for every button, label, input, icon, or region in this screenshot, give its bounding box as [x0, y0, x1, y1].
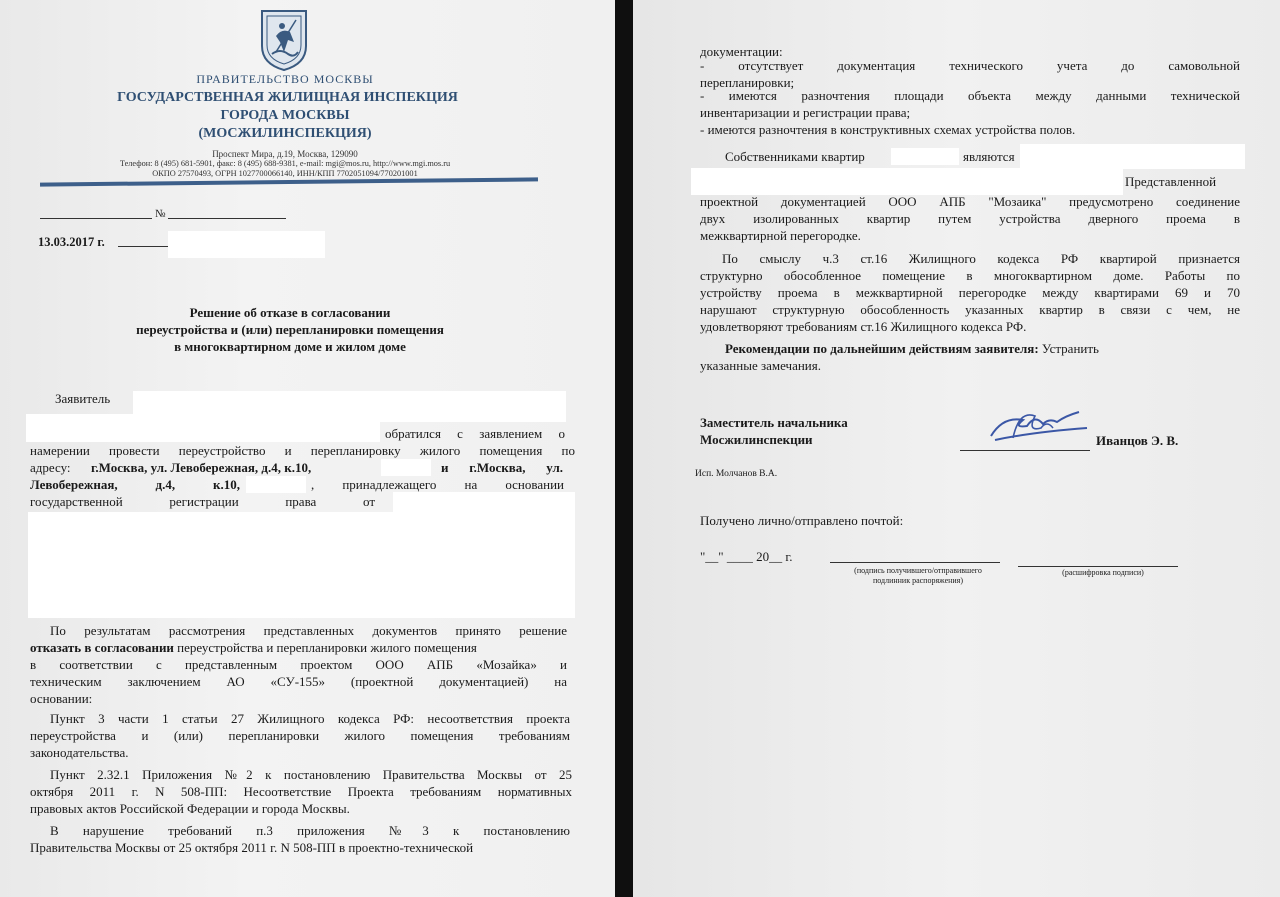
paragraph-4-line2: октября 2011 г. N 508-ПП: Несоответствие Проекта требованиям нормативных — [30, 784, 572, 799]
paragraph-1-line2: намерении провести переустройство и перепланировку жилого помещения по — [30, 443, 575, 458]
paragraph-4-line3: правовых актов Российской Федерации и города Москвы. — [30, 801, 350, 816]
header-divider — [40, 177, 538, 186]
text-line-1: документации: — [700, 44, 783, 59]
number-sign: № — [155, 208, 166, 220]
text-line-11: межквартирной перегородке. — [700, 228, 861, 243]
caption-signature-line1: (подпись получившего/отправившего — [854, 566, 982, 575]
received-date-blank: "__" ____ 20__ г. — [700, 549, 793, 564]
received-label: Получено лично/отправлено почтой: — [700, 513, 904, 528]
moscow-coat-of-arms-icon — [258, 8, 310, 72]
inspection-codes: ОКПО 27570493, ОГРН 1027700066140, ИНН/КПП 7702051094/770201001 — [152, 169, 418, 178]
executor: Исп. Молчанов В.А. — [695, 469, 778, 479]
text-line-4: - имеются разночтения площади объекта между данными технической — [700, 88, 1240, 103]
text-line-3: перепланировки; — [700, 75, 795, 90]
redaction-block — [1020, 144, 1245, 169]
document-page-left — [0, 0, 615, 897]
decision-title-line2: переустройства и (или) перепланировки помещения — [136, 322, 444, 337]
presented-word: Представленной — [1125, 174, 1217, 189]
owners-label: Собственниками квартир — [725, 149, 865, 164]
inspection-name-line1: ГОСУДАРСТВЕННАЯ ЖИЛИЩНАЯ ИНСПЕКЦИЯ — [117, 90, 458, 105]
paragraph-1-registration: государственной регистрации права от — [30, 494, 375, 509]
signer-position-line1: Заместитель начальника — [700, 415, 848, 430]
refusal-phrase: отказать в согласовании — [30, 640, 174, 655]
paragraph-1-line1-end: обратился с заявлением о — [385, 426, 565, 441]
paragraph-4-line1: Пункт 2.32.1 Приложения №2 к постановлению Правительства Москвы от 25 — [50, 767, 572, 782]
document-date: 13.03.2017 г. — [38, 235, 105, 249]
paragraph-2-line3: в соответствии с представленным проектом ООО АПБ «Мозайка» и — [30, 657, 567, 672]
inspection-name-line3: (МОСЖИЛИНСПЕКЦИЯ) — [198, 126, 372, 141]
signer-name: Иванцов Э. В. — [1096, 433, 1179, 448]
inspection-contacts: Телефон: 8 (495) 681-5901, факс: 8 (495) 688-9381, e-mail: mgi@mos.ru, http://www.mgi.mos.ru — [119, 159, 451, 168]
paragraph-2-line2 — [30, 640, 570, 656]
paragraph-5-line1: В нарушение требований п.3 приложения №3 к постановлению — [50, 823, 570, 838]
signature-icon — [983, 398, 1093, 450]
paragraph-3-line3: законодательства. — [30, 745, 129, 760]
paragraph-1-address-1: г.Москва, ул. Левобережная, д.4, к.10, — [91, 460, 312, 475]
text-line-5: инвентаризации и регистрации права; — [700, 105, 911, 120]
number-blank-2 — [168, 218, 286, 219]
date-underline — [118, 246, 168, 247]
paragraph-1-address-2-start: и г.Москва, ул. — [441, 460, 563, 475]
paragraph-2-line4: техническим заключением АО «СУ-155» (проектной документацией) на — [30, 674, 567, 689]
text-line-14: устройству проема в межквартирной перегородке между квартирами 69 и 70 — [700, 285, 1240, 300]
text-line-2: - отсутствует документация технического учета до самовольной — [700, 58, 1240, 73]
decision-title-line3: в многоквартирном доме и жилом доме — [174, 339, 406, 354]
paragraph-5-line2: Правительства Москвы от 25 октября 2011 г. N 508-ПП в проектно-технической — [30, 840, 474, 855]
text-line-9: проектной документацией ООО АПБ "Мозаика" предусмотрено соединение — [700, 194, 1240, 209]
caption-signature-line2: подлинник распоряжения) — [872, 576, 964, 585]
paragraph-3-line2: переустройства и (или) перепланировки жилого помещения требованиям — [30, 728, 570, 743]
recommendations-text: Устранить — [1038, 341, 1099, 356]
redaction-block — [381, 459, 431, 476]
document-page-right — [633, 0, 1280, 897]
paragraph-1-ownership: , принадлежащего на основании — [311, 477, 564, 492]
paragraph-3-line1: Пункт 3 части 1 статьи 27 Жилищного кодекса РФ: несоответствия проекта — [50, 711, 570, 726]
text-line-15: нарушают структурную обособленность указанных квартир в связи с чем, не — [700, 302, 1240, 317]
text-line-6: - имеются разночтения в конструктивных схемах устройства полов. — [700, 122, 1076, 137]
redaction-block — [393, 492, 575, 512]
recipient-decode-line — [1018, 566, 1178, 567]
recipient-signature-line — [830, 562, 1000, 563]
redaction-block — [168, 231, 325, 258]
applicant-label: Заявитель — [55, 391, 111, 406]
redaction-block — [691, 168, 1123, 195]
text-line-10: двух изолированных квартир путем устройства дверного проема в — [700, 211, 1240, 226]
paragraph-2-line5: основании: — [30, 691, 93, 706]
paragraph-1-line3-start: адресу: — [30, 460, 71, 475]
redaction-block — [246, 476, 306, 493]
signer-position-line2: Мосжилинспекции — [700, 432, 813, 447]
text-line-16: удовлетворяют требованиям ст.16 Жилищного кодекса РФ. — [700, 319, 1027, 334]
decision-title-line1: Решение об отказе в согласовании — [189, 305, 391, 320]
number-blank — [40, 218, 152, 219]
caption-decode: (расшифровка подписи) — [1062, 568, 1144, 577]
paragraph-1-address-2: Левобережная, д.4, к.10, — [30, 477, 240, 492]
signature-line — [960, 450, 1090, 451]
refusal-rest: переустройства и перепланировки жилого помещения — [173, 640, 477, 655]
redaction-block — [891, 148, 959, 165]
government-heading: ПРАВИТЕЛЬСТВО МОСКВЫ — [196, 72, 374, 86]
owners-are: являются — [963, 149, 1015, 164]
recommendations-label: Рекомендации по дальнейшим действиям заявителя: — [725, 341, 1039, 356]
text-line-13: структурно обособленное помещение в многоквартирном доме. Работы по — [700, 268, 1240, 283]
inspection-address: Проспект Мира, д.19, Москва, 129090 — [212, 149, 358, 159]
redaction-block — [26, 414, 380, 442]
inspection-name-line2: ГОРОДА МОСКВЫ — [220, 108, 350, 123]
recommendations-line — [725, 341, 1245, 357]
text-line-18: указанные замечания. — [700, 358, 821, 373]
redaction-block — [28, 512, 575, 618]
paragraph-2-line1: По результатам рассмотрения представленных документов принято решение — [50, 623, 567, 638]
text-line-12: По смыслу ч.3 ст.16 Жилищного кодекса РФ квартирой признается — [722, 251, 1240, 266]
